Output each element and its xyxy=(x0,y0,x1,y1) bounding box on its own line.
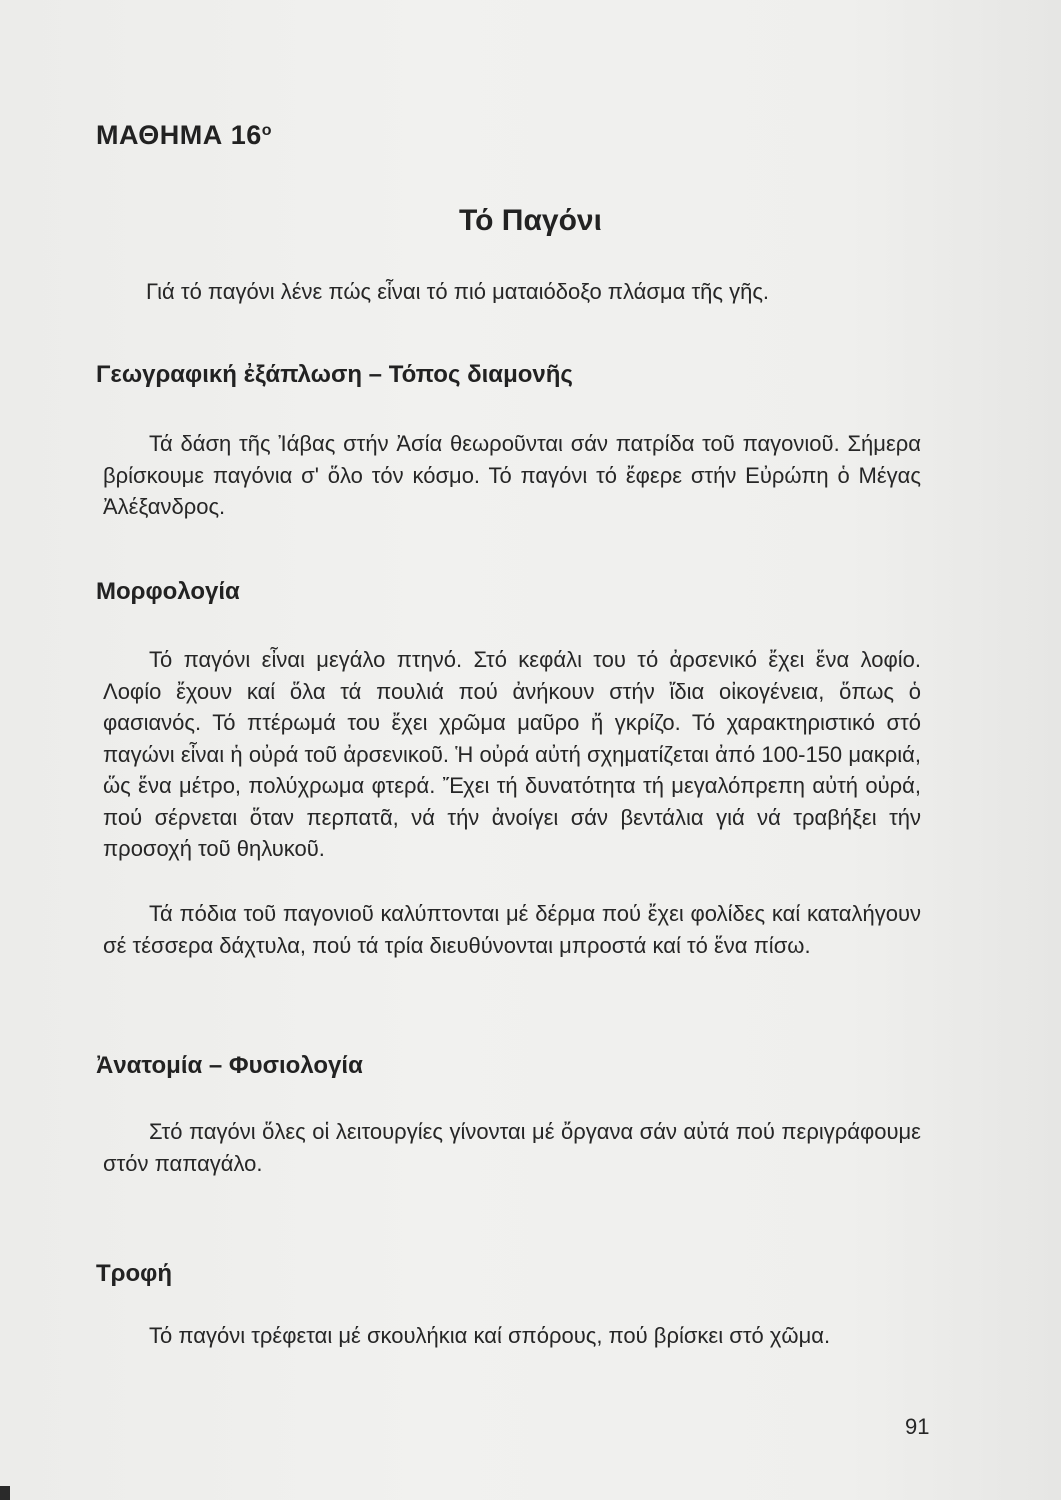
lesson-ordinal-suffix: ο xyxy=(261,122,273,139)
paragraph-geography: Τά δάση τῆς Ἰάβας στήν Ἀσία θεωροῦνται σάν πατρίδα τοῦ παγονιοῦ. Σήμερα βρίσκουμε παγόνια σ' ὅλο τόν κόσμο. Τό παγόνι τό ἔφερε στήν Εὐρώπη ὁ Μέγας Ἀλέξανδρος. xyxy=(103,431,921,519)
page-number: 91 xyxy=(905,1414,930,1439)
paragraph-anatomy: Στό παγόνι ὅλες οἱ λειτουργίες γίνονται μέ ὄργανα σάν αὐτά πού περιγράφουμε στόν παπαγάλο. xyxy=(103,1119,921,1176)
section-heading-geography: Γεωγραφική ἐξάπλωση – Τόπος διαμονῆς xyxy=(96,361,573,388)
paragraph-food: Τό παγόνι τρέφεται μέ σκουλήκια καί σπόρους, πού βρίσκει στό χῶμα. xyxy=(149,1323,831,1348)
lesson-label xyxy=(96,120,272,151)
lesson-number: ΜΑΘΗΜΑ 16 xyxy=(96,120,262,150)
section-heading-anatomy: Ἀνατομία – Φυσιολογία xyxy=(96,1052,363,1079)
paragraph-morphology-1: Τό παγόνι εἶναι μεγάλο πτηνό. Στό κεφάλι του τό ἀρσενικό ἔχει ἕνα λοφίο. Λοφίο ἔχουν καί ὅλα τά πουλιά πού ἀνήκουν στήν ἴδια οἰκογένεια, ὅπως ὁ φασιανός. Τό πτέρωμά του ἔχει χρῶμα μαῦρο ἤ γκρίζο. Τό χαρακτηριστικό στό παγώνι εἶναι ἡ οὐρά τοῦ ἀρσενικοῦ. Ἡ οὐρά αὐτή σχηματίζεται ἀπό 100-150 μακριά, ὥς ἕνα μέτρο, πολύχρωμα φτερά. Ἔχει τή δυνατότητα τή μεγαλόπρεπη αὐτή οὐρά, πού σέρνεται ὅταν περπατᾶ, νά τήν ἀνοίγει σάν βεντάλια γιά νά τραβήξει τήν προσοχή τοῦ θηλυκοῦ. xyxy=(103,647,921,861)
section-heading-food: Τροφή xyxy=(96,1260,172,1287)
scan-corner-shadow xyxy=(0,1486,10,1500)
section-heading-morphology: Μορφολογία xyxy=(96,578,240,605)
paragraph-morphology-2: Τά πόδια τοῦ παγονιοῦ καλύπτονται μέ δέρμα πού ἔχει φολίδες καί καταλήγουν σέ τέσσερα δάχτυλα, πού τά τρία διευθύνονται μπροστά καί τό ἕνα πίσω. xyxy=(103,901,921,958)
page-title: Τό Παγόνι xyxy=(459,204,602,237)
intro-sentence: Γιά τό παγόνι λένε πώς εἶναι τό πιό ματαιόδοξο πλάσμα τῆς γῆς. xyxy=(146,279,770,304)
